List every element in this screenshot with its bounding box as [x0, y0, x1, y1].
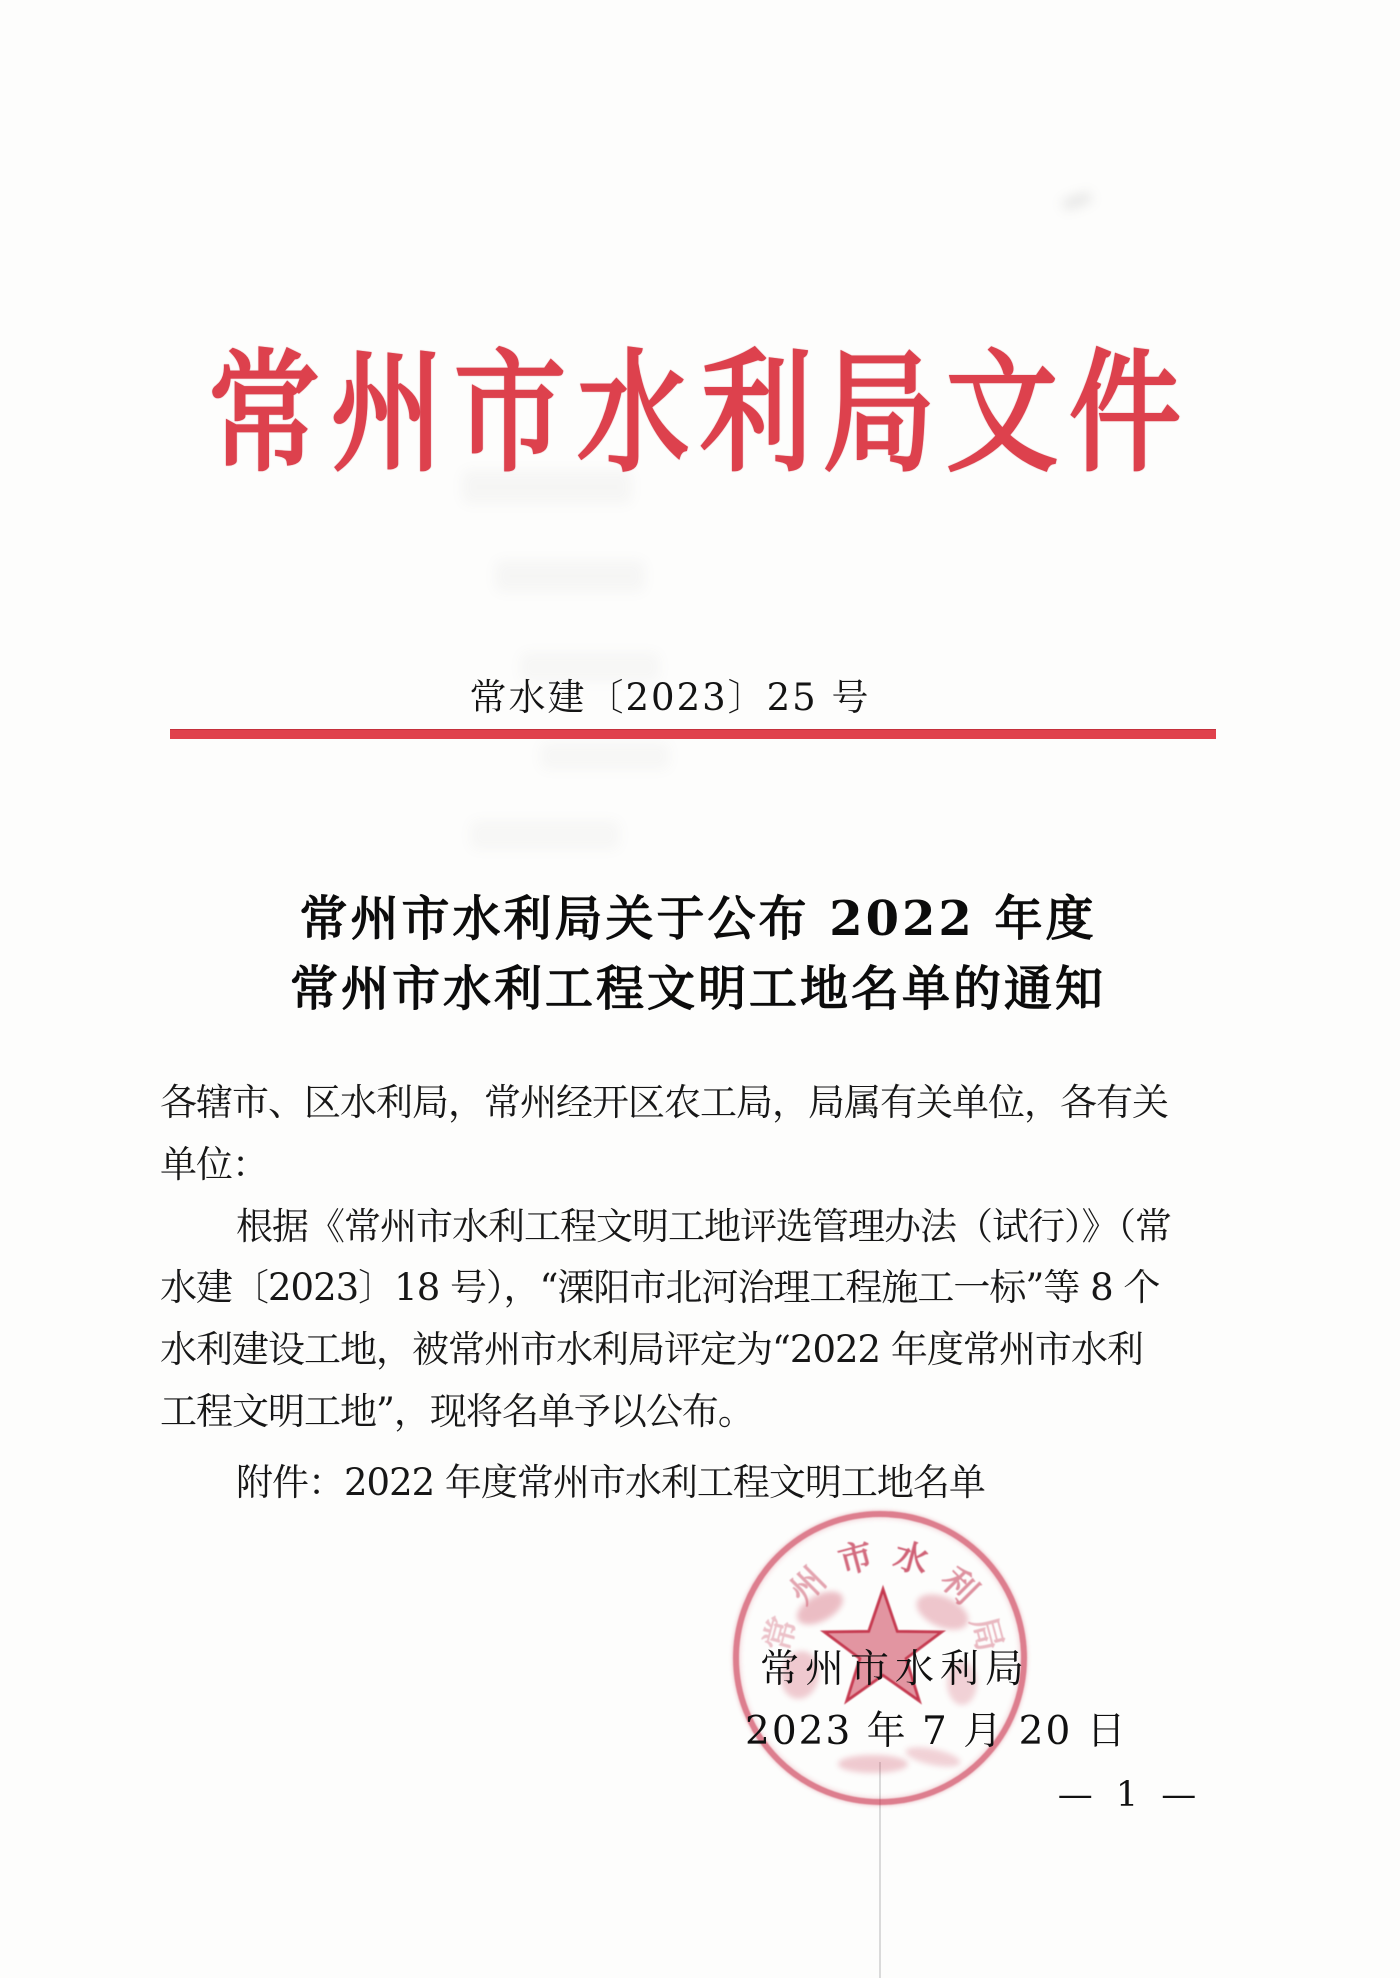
- page-number: — 1 —: [1057, 1775, 1203, 1815]
- seal-arc-char: 局: [962, 1612, 1010, 1656]
- seal-arc-char: 水: [889, 1535, 933, 1583]
- scan-artifact: [1061, 192, 1093, 211]
- attachment-line: 附件：2022 年度常州市水利工程文明工地名单: [236, 1461, 985, 1504]
- seal-arc-char: 常: [757, 1612, 805, 1656]
- body-line: 工程文明工地”，现将名单予以公布。: [160, 1390, 754, 1433]
- seal-arc-char: 市: [834, 1535, 878, 1583]
- seal-smudge: [838, 1755, 908, 1773]
- scan-artifact: [495, 560, 645, 592]
- document-number: 常水建〔2023〕25 号: [469, 676, 871, 719]
- body-line: 各辖市、区水利局，常州经开区农工局，局属有关单位，各有关: [160, 1081, 1168, 1124]
- notice-title-line1: 常州市水利局关于公布 2022 年度: [299, 891, 1097, 947]
- signature-date: 2023 年 7 月 20 日: [745, 1709, 1128, 1754]
- body-line: 单位：: [160, 1143, 268, 1186]
- seal-arc-char: 利: [932, 1559, 986, 1613]
- signature-organization: 常州市水利局: [760, 1647, 1031, 1692]
- body-line: 水建〔2023〕18 号），“溧阳市北河治理工程施工一标”等 8 个: [160, 1266, 1160, 1309]
- body-line: 水利建设工地，被常州市水利局评定为“2022 年度常州市水利: [160, 1328, 1143, 1371]
- scan-artifact: [470, 820, 620, 850]
- seal-arc-char: 州: [781, 1559, 835, 1613]
- scan-artifact: [540, 742, 670, 770]
- red-divider-rule: [170, 729, 1216, 739]
- body-line: 根据《常州市水利工程文明工地评选管理办法（试行）》（常: [236, 1205, 1171, 1248]
- letterhead-title: 常州市水利局文件: [208, 336, 1192, 491]
- notice-title-line2: 常州市水利工程文明工地名单的通知: [289, 961, 1106, 1017]
